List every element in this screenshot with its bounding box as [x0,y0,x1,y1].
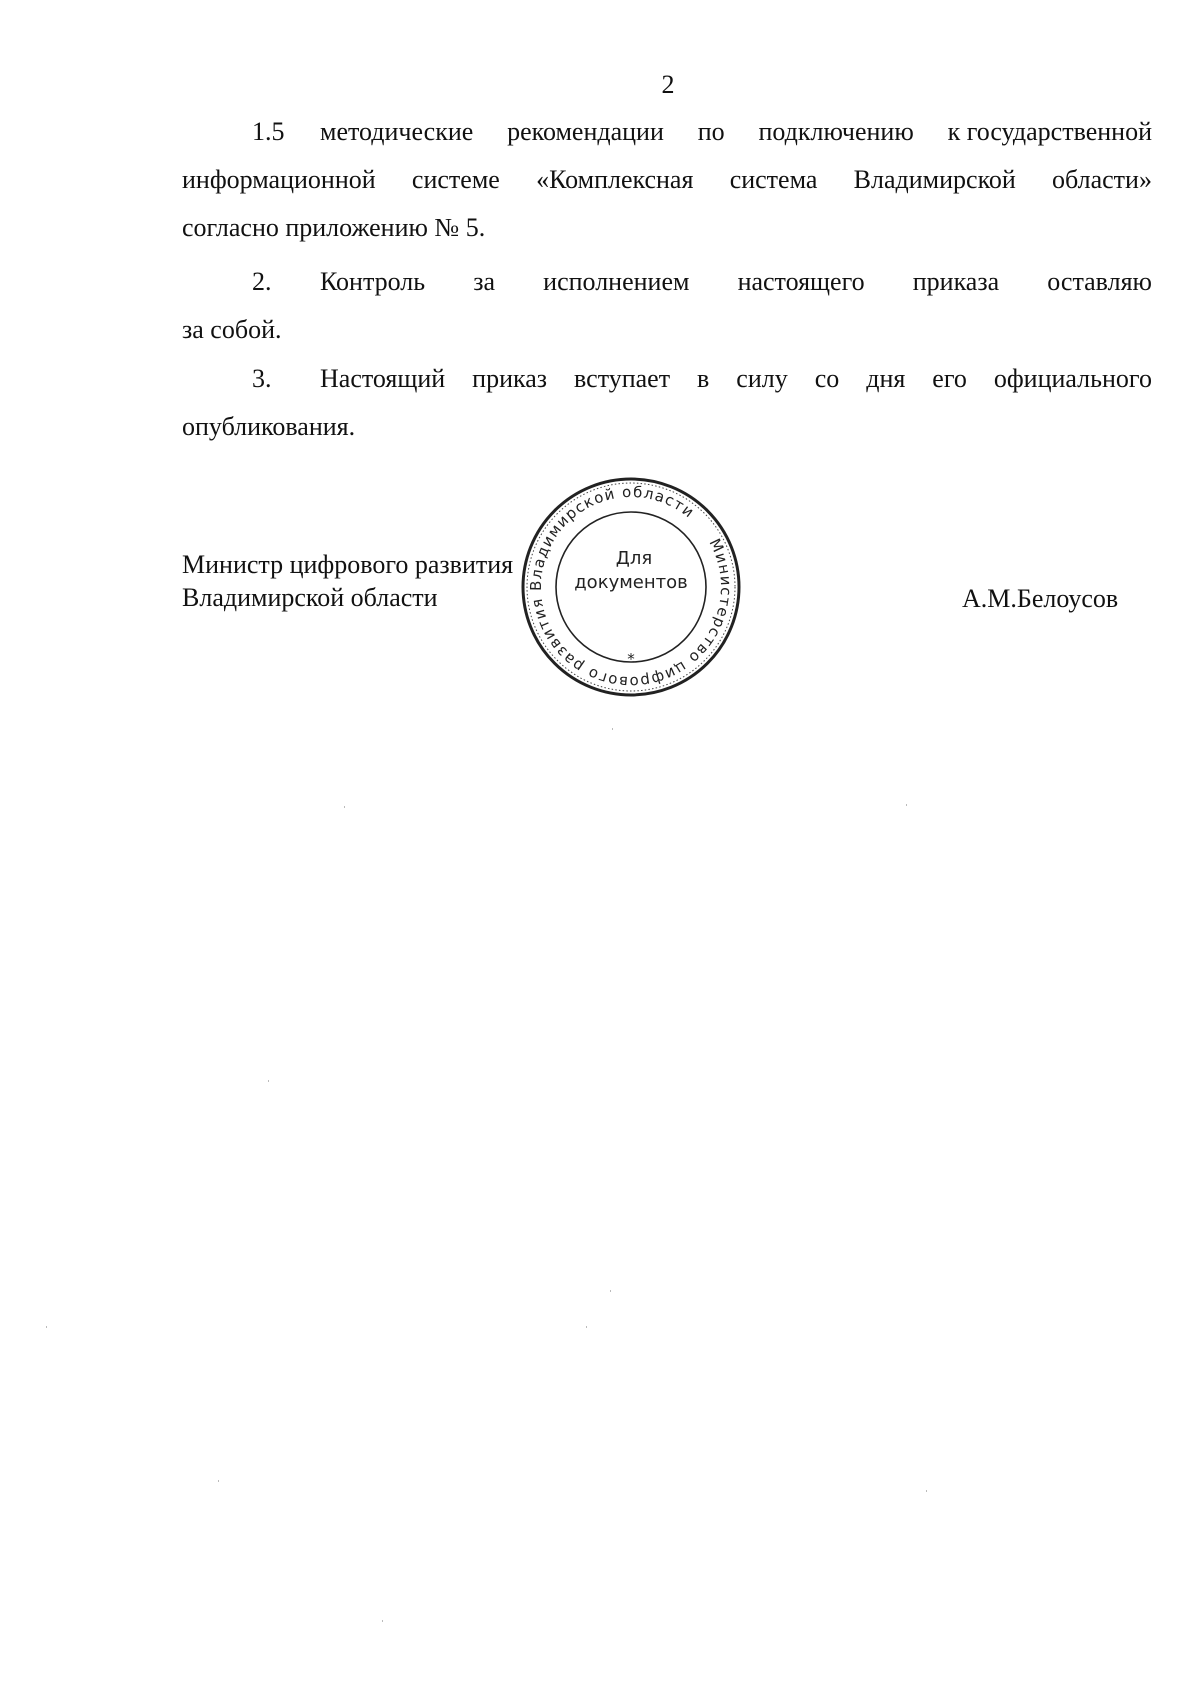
seal-center-line-2: документов [574,572,688,593]
official-seal-stamp [520,476,742,698]
seal-star: * [627,650,635,668]
item-number: 1.5 [252,117,285,146]
seal-ring-text: Министерство цифрового развития Владимирской области [526,482,736,692]
scan-speck [344,806,345,808]
scan-speck [926,1490,927,1492]
signatory-name: А.М.Белоусов [962,584,1119,613]
item-number: 3. [252,364,272,393]
paragraph-2 [182,258,1152,354]
paragraph-2-line-1: 2. Контроль за исполнением настоящего приказа оставляю [182,258,1152,306]
signatory-position [182,548,513,614]
paragraph-3-line-1: 3. Настоящий приказ вступает в силу со дня его официального [182,355,1152,403]
seal-center-line-1: Для [615,548,653,569]
scan-speck [906,804,907,806]
item-number: 2. [252,267,272,296]
paragraph-1-5 [182,108,1152,252]
signatory-position-line-2: Владимирской области [182,583,438,612]
signatory-position-line-1: Министр цифрового развития [182,550,514,579]
paragraph-3 [182,355,1152,451]
scan-speck [586,1326,587,1328]
scan-speck [610,1290,611,1292]
paragraph-3-line-2: опубликования. [182,412,356,441]
scan-speck [268,1080,269,1082]
paragraph-1-5-line-2: информационной системе «Комплексная система Владимирской области» [182,165,1152,194]
scan-speck [382,1620,383,1622]
scan-speck [612,728,613,730]
paragraph-2-line-2: за собой. [182,315,282,344]
paragraph-1-5-line-1: 1.5 методические рекомендации по подключению к государственной [182,108,1152,156]
scan-speck [218,1480,219,1482]
scan-speck [46,1326,47,1328]
paragraph-1-5-line-3: согласно приложению № 5. [182,213,486,242]
page-number: 2 [661,70,675,99]
